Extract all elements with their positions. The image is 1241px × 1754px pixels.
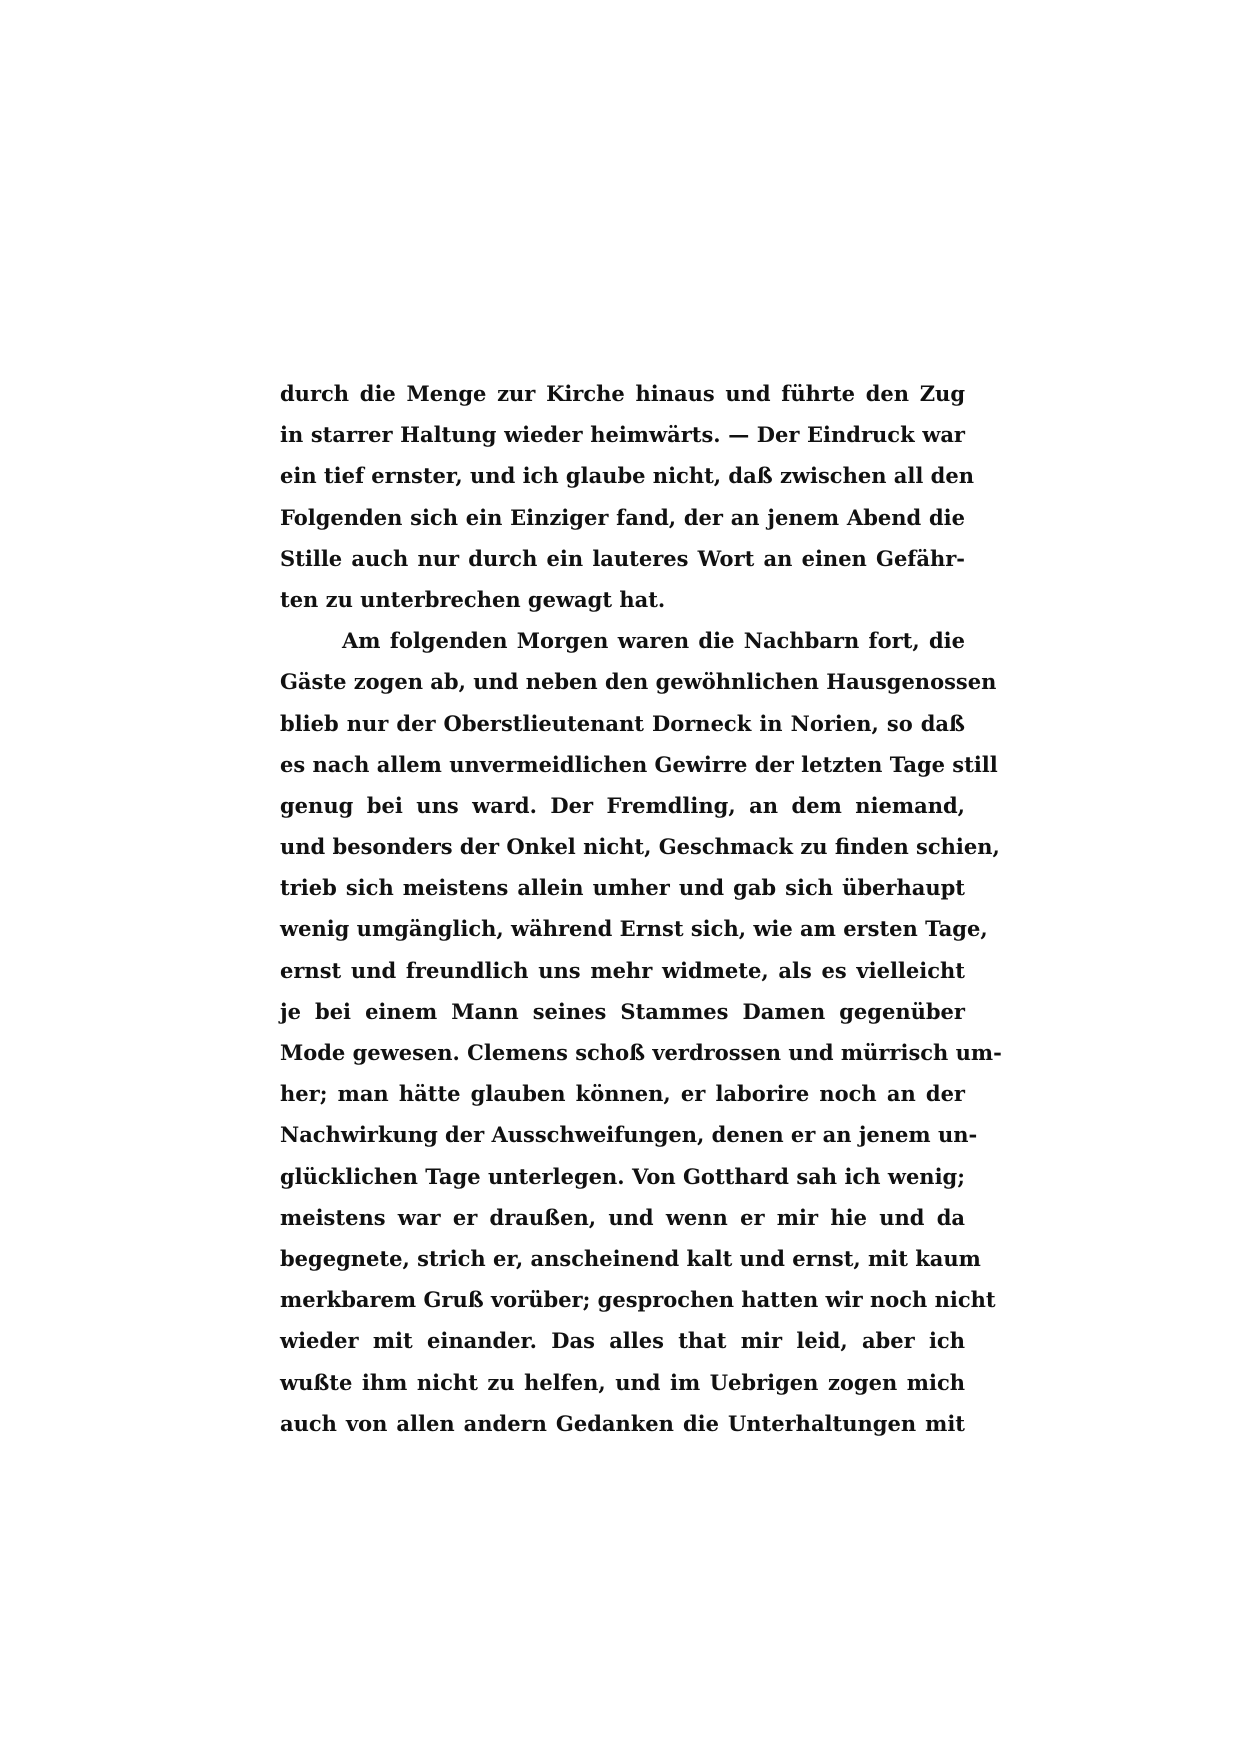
text-line: begegnete, strich er, anscheinend kalt und ernst, mit kaum xyxy=(280,1245,981,1271)
text-line: je bei einem Mann seines Stammes Damen gegenüber xyxy=(280,998,965,1024)
text-line: trieb sich meistens allein umher und gab sich überhaupt xyxy=(280,875,965,901)
text-line: durch die Menge zur Kirche hinaus und führte den Zug xyxy=(280,381,965,406)
text-line: Mode gewesen. Clemens schoß verdrossen und mürrisch um- xyxy=(280,1040,1002,1065)
text-line: Folgenden sich ein Einziger fand, der an jenem Abend die xyxy=(280,504,965,530)
text-line: ten zu unterbrechen gewagt hat. xyxy=(280,586,666,612)
text-line: wieder mit einander. Das alles that mir leid, aber ich xyxy=(280,1328,965,1354)
text-line: es nach allem unvermeidlichen Gewirre der letzten Tage still xyxy=(280,751,998,777)
text-line: auch von allen andern Gedanken die Unterhaltungen mit xyxy=(280,1410,965,1436)
body-text xyxy=(280,373,1002,1444)
text-line: wenig umgänglich, während Ernst sich, wie am ersten Tage, xyxy=(280,916,988,942)
text-line: wußte ihm nicht zu helfen, und im Uebrigen zogen mich xyxy=(280,1369,965,1395)
text-line: blieb nur der Oberstlieutenant Dorneck in Norien, so daß xyxy=(280,710,965,736)
text-line: her; man hätte glauben können, er laborire noch an der xyxy=(280,1081,965,1107)
text-line: genug bei uns ward. Der Fremdling, an dem niemand, xyxy=(280,792,965,818)
text-line: ernst und freundlich uns mehr widmete, als es vielleicht xyxy=(280,957,965,983)
text-line: Am folgenden Morgen waren die Nachbarn fort, die xyxy=(342,628,965,654)
text-line: Nachwirkung der Ausschweifungen, denen er an jenem un- xyxy=(280,1122,978,1148)
text-line: in starrer Haltung wieder heimwärts. — Der Eindruck war xyxy=(280,422,965,448)
text-line: merkbarem Gruß vorüber; gesprochen hatten wir noch nicht xyxy=(280,1287,996,1313)
text-line: und besonders der Onkel nicht, Geschmack zu finden schien, xyxy=(280,834,1000,860)
text-line: ein tief ernster, und ich glaube nicht, daß zwischen all den xyxy=(280,463,974,489)
text-line: meistens war er draußen, und wenn er mir hie und da xyxy=(280,1204,965,1230)
text-line: glücklichen Tage unterlegen. Von Gotthard sah ich wenig; xyxy=(280,1163,965,1189)
text-line: Gäste zogen ab, und neben den gewöhnlichen Hausgenossen xyxy=(280,669,997,695)
text-line: Stille auch nur durch ein lauteres Wort an einen Gefähr- xyxy=(280,545,965,571)
